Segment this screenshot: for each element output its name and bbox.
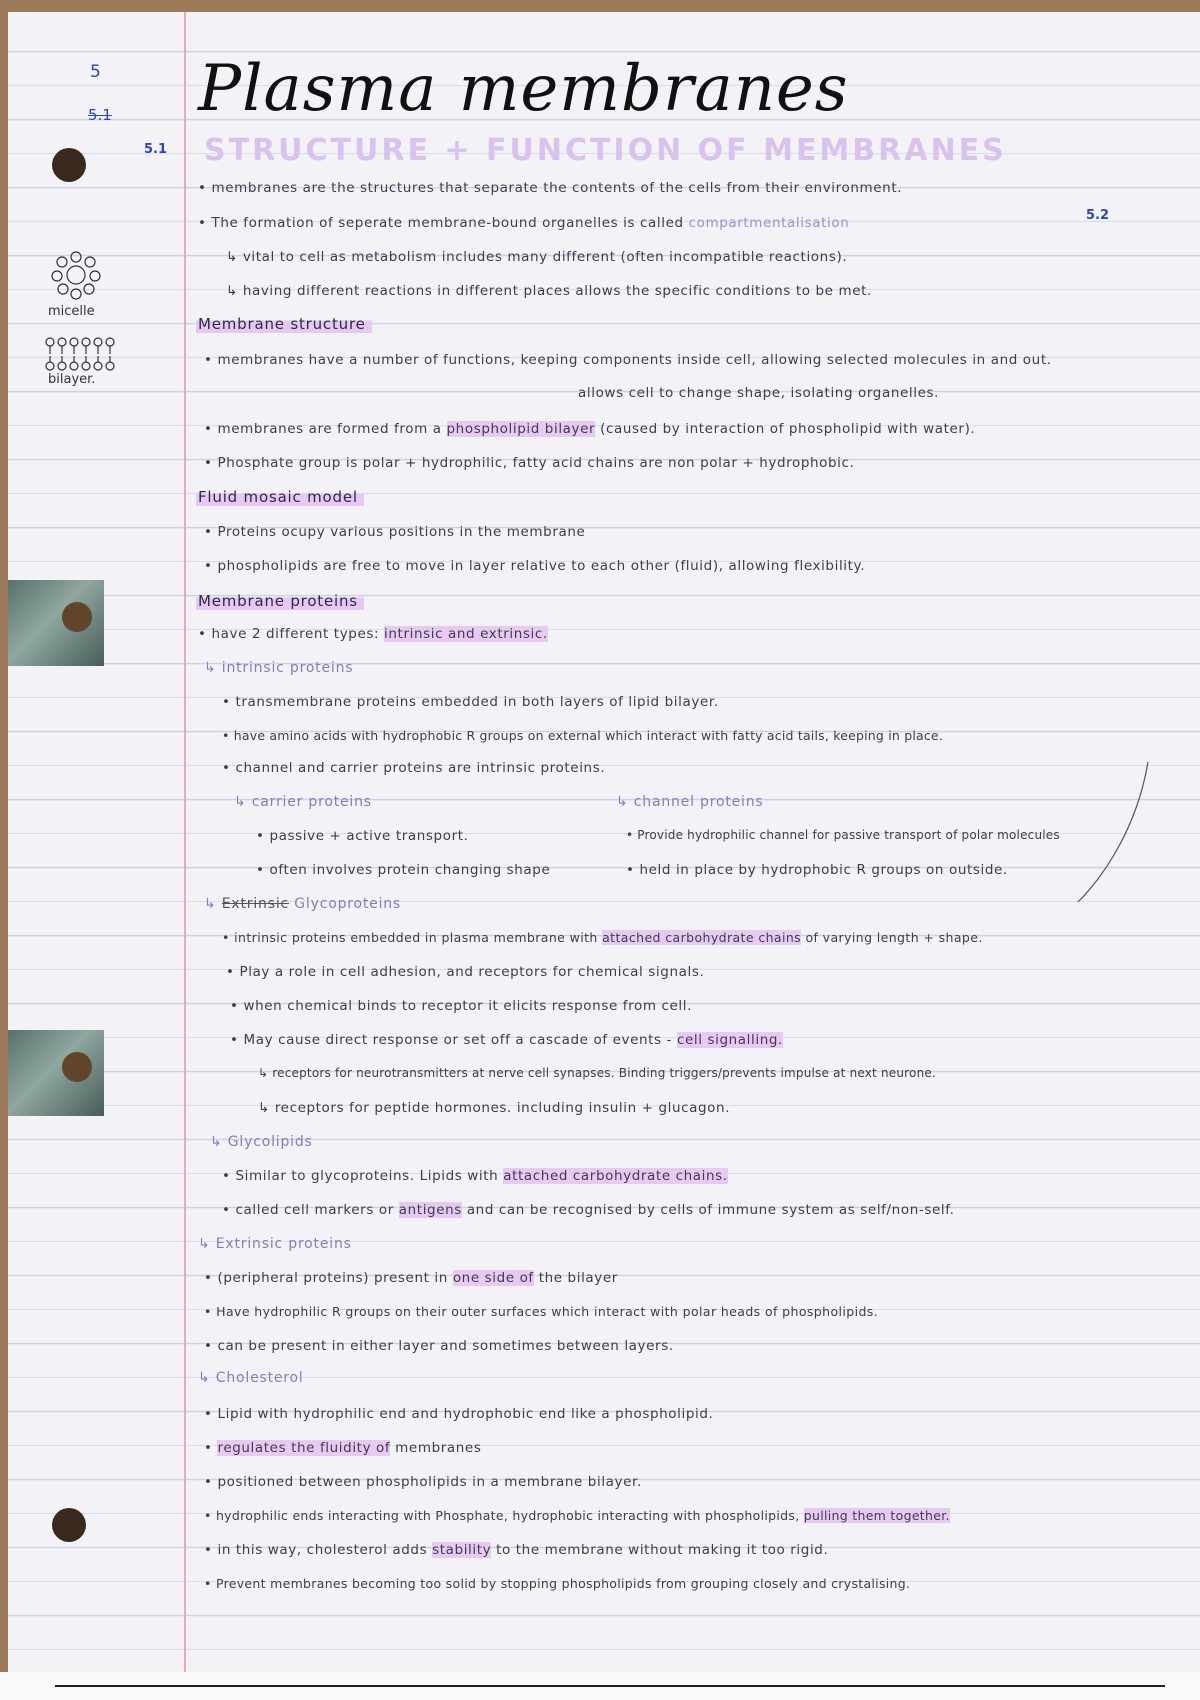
note-line: • when chemical binds to receptor it elicits response from cell. <box>230 998 692 1014</box>
subheading-cholesterol: ↳ Cholesterol <box>198 1370 304 1386</box>
note-line: • have 2 different types: intrinsic and extrinsic. <box>198 626 548 642</box>
note-line: • intrinsic proteins embedded in plasma membrane with attached carbohydrate chains of varying length + shape. <box>222 930 983 945</box>
notebook-page <box>8 12 1200 1672</box>
subheading-glycolipids: ↳ Glycolipids <box>210 1134 313 1150</box>
note-line: • Lipid with hydrophilic end and hydrophobic end like a phospholipid. <box>204 1406 714 1422</box>
note-line: • Have hydrophilic R groups on their outer surfaces which interact with polar heads of phospholipids. <box>204 1304 879 1319</box>
subheading-channel: ↳ channel proteins <box>616 794 764 810</box>
note-line: • in this way, cholesterol adds stability to the membrane without making it too rigid. <box>204 1542 829 1558</box>
note-line: • transmembrane proteins embedded in both layers of lipid bilayer. <box>222 694 719 710</box>
micelle-diagram <box>46 250 106 300</box>
note-line: • Play a role in cell adhesion, and receptors for chemical signals. <box>226 964 705 980</box>
note-line: • Similar to glycoproteins. Lipids with attached carbohydrate chains. <box>222 1168 728 1184</box>
note-line: • can be present in either layer and sometimes between layers. <box>204 1338 674 1354</box>
section-title-membrane-proteins: Membrane proteins <box>196 592 364 610</box>
note-line: • membranes are the structures that separate the contents of the cells from their environment. <box>198 180 903 196</box>
note-line: ↳ receptors for peptide hormones. including insulin + glucagon. <box>258 1100 731 1116</box>
page-title: Plasma membranes <box>198 52 849 126</box>
bilayer-diagram <box>44 337 122 371</box>
note-line: • membranes are formed from a phospholipid bilayer (caused by interaction of phospholipid with water). <box>204 421 976 437</box>
subheading-extrinsic: ↳ Extrinsic proteins <box>198 1236 352 1252</box>
page-ref: 5.2 <box>1086 208 1110 223</box>
bracket-curve <box>1068 752 1158 912</box>
note-line: • phospholipids are free to move in layer relative to each other (fluid), allowing flexibility. <box>204 558 866 574</box>
margin-page-mark-struck: 5.1 <box>88 106 112 124</box>
note-line: ↳ having different reactions in different places allows the specific conditions to be met. <box>226 283 872 299</box>
heading-ref: 5.1 <box>144 142 168 157</box>
note-line: ↳ vital to cell as metabolism includes many different (often incompatible reactions). <box>226 249 848 265</box>
note-line: • called cell markers or antigens and can be recognised by cells of immune system as self/non-self. <box>222 1202 955 1218</box>
subheading-carrier: ↳ carrier proteins <box>234 794 372 810</box>
margin-line <box>184 12 186 1672</box>
note-line: ↳ receptors for neurotransmitters at nerve cell synapses. Binding triggers/prevents impulse at next neurone. <box>258 1066 936 1080</box>
margin-page-mark: 5 <box>90 62 101 82</box>
punch-hole <box>52 148 86 182</box>
note-line: • often involves protein changing shape <box>256 862 551 878</box>
section-title-membrane-structure: Membrane structure <box>196 315 372 333</box>
bottom-rule <box>55 1685 1165 1687</box>
note-line: • hydrophilic ends interacting with Phosphate, hydrophobic interacting with phospholipids, pulling them together. <box>204 1508 950 1523</box>
note-line: • Phosphate group is polar + hydrophilic, fatty acid chains are non polar + hydrophobic. <box>204 455 855 471</box>
note-line: • Proteins ocupy various positions in the membrane <box>204 524 586 540</box>
note-line: • The formation of seperate membrane-bound organelles is called compartmentalisation <box>198 215 850 231</box>
note-line: • regulates the fluidity of membranes <box>204 1440 482 1456</box>
note-line: • passive + active transport. <box>256 828 469 844</box>
section-title-fluid-mosaic: Fluid mosaic model <box>196 488 364 506</box>
note-line: • held in place by hydrophobic R groups on outside. <box>626 862 1008 878</box>
tape-patch <box>8 580 104 666</box>
bilayer-label: bilayer. <box>48 372 96 387</box>
note-line: • membranes have a number of functions, keeping components inside cell, allowing selected molecules in and out. <box>204 352 1052 368</box>
note-line: • channel and carrier proteins are intrinsic proteins. <box>222 760 606 776</box>
subheading-glycoproteins: ↳ Extrinsic Glycoproteins <box>204 896 402 912</box>
note-line: • (peripheral proteins) present in one side of the bilayer <box>204 1270 618 1286</box>
note-line: • May cause direct response or set off a cascade of events - cell signalling. <box>230 1032 783 1048</box>
subheading-intrinsic: ↳ intrinsic proteins <box>204 660 354 676</box>
note-line: • Provide hydrophilic channel for passive transport of polar molecules <box>626 828 1060 842</box>
punch-hole <box>52 1508 86 1542</box>
section-heading: STRUCTURE + FUNCTION OF MEMBRANES <box>204 133 1007 168</box>
note-line: allows cell to change shape, isolating organelles. <box>578 385 940 401</box>
note-line: • have amino acids with hydrophobic R groups on external which interact with fatty acid tails, keeping in place. <box>222 728 943 743</box>
micelle-label: micelle <box>48 304 95 319</box>
note-line: • Prevent membranes becoming too solid by stopping phospholipids from grouping closely and crystalising. <box>204 1576 911 1591</box>
note-line: • positioned between phospholipids in a membrane bilayer. <box>204 1474 642 1490</box>
tape-patch <box>8 1030 104 1116</box>
